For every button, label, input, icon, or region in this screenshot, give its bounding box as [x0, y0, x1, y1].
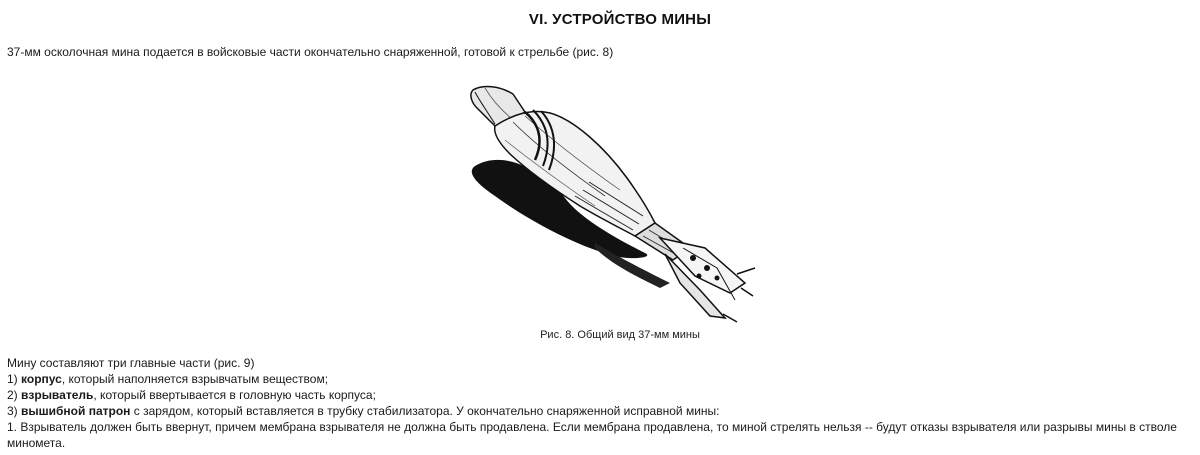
- list-item: [7, 387, 1195, 403]
- list-text: , который наполняется взрывчатым веществом;: [61, 372, 329, 386]
- list-number: 1): [7, 372, 18, 386]
- term-fuze: взрыватель: [21, 388, 94, 402]
- term-corpus: корпус: [21, 372, 62, 386]
- list-number: 2): [7, 388, 18, 402]
- list-text: с зарядом, который вставляется в трубку стабилизатора. У окончательно снаряженной исправной мины:: [130, 404, 720, 418]
- term-cartridge: вышибной патрон: [21, 404, 131, 418]
- parts-intro: Мину составляют три главные части (рис. 9): [7, 356, 255, 370]
- rule-1: 1. Взрыватель должен быть ввернут, причем мембрана взрывателя не должна быть продавлена. Если мембрана продавлена, то миной стрелять нельзя -- будут отказы взрывателя или разрывы мины в стволе миномета.: [7, 420, 1177, 450]
- intro-paragraph: 37-мм осколочная мина подается в войсковые части окончательно снаряженной, готовой к стрельбе (рис. 8): [7, 45, 614, 59]
- list-text: , который ввертывается в головную часть корпуса;: [93, 388, 376, 402]
- mortar-mine-drawing: [455, 78, 785, 328]
- list-item: [7, 403, 1195, 419]
- list-item: [7, 371, 1195, 387]
- body-text: [7, 355, 1195, 451]
- page-title: VI. УСТРОЙСТВО МИНЫ: [528, 11, 712, 28]
- mine-illustration: [455, 78, 785, 328]
- figure-caption: Рис. 8. Общий вид 37-мм мины: [540, 329, 700, 341]
- list-number: 3): [7, 404, 18, 418]
